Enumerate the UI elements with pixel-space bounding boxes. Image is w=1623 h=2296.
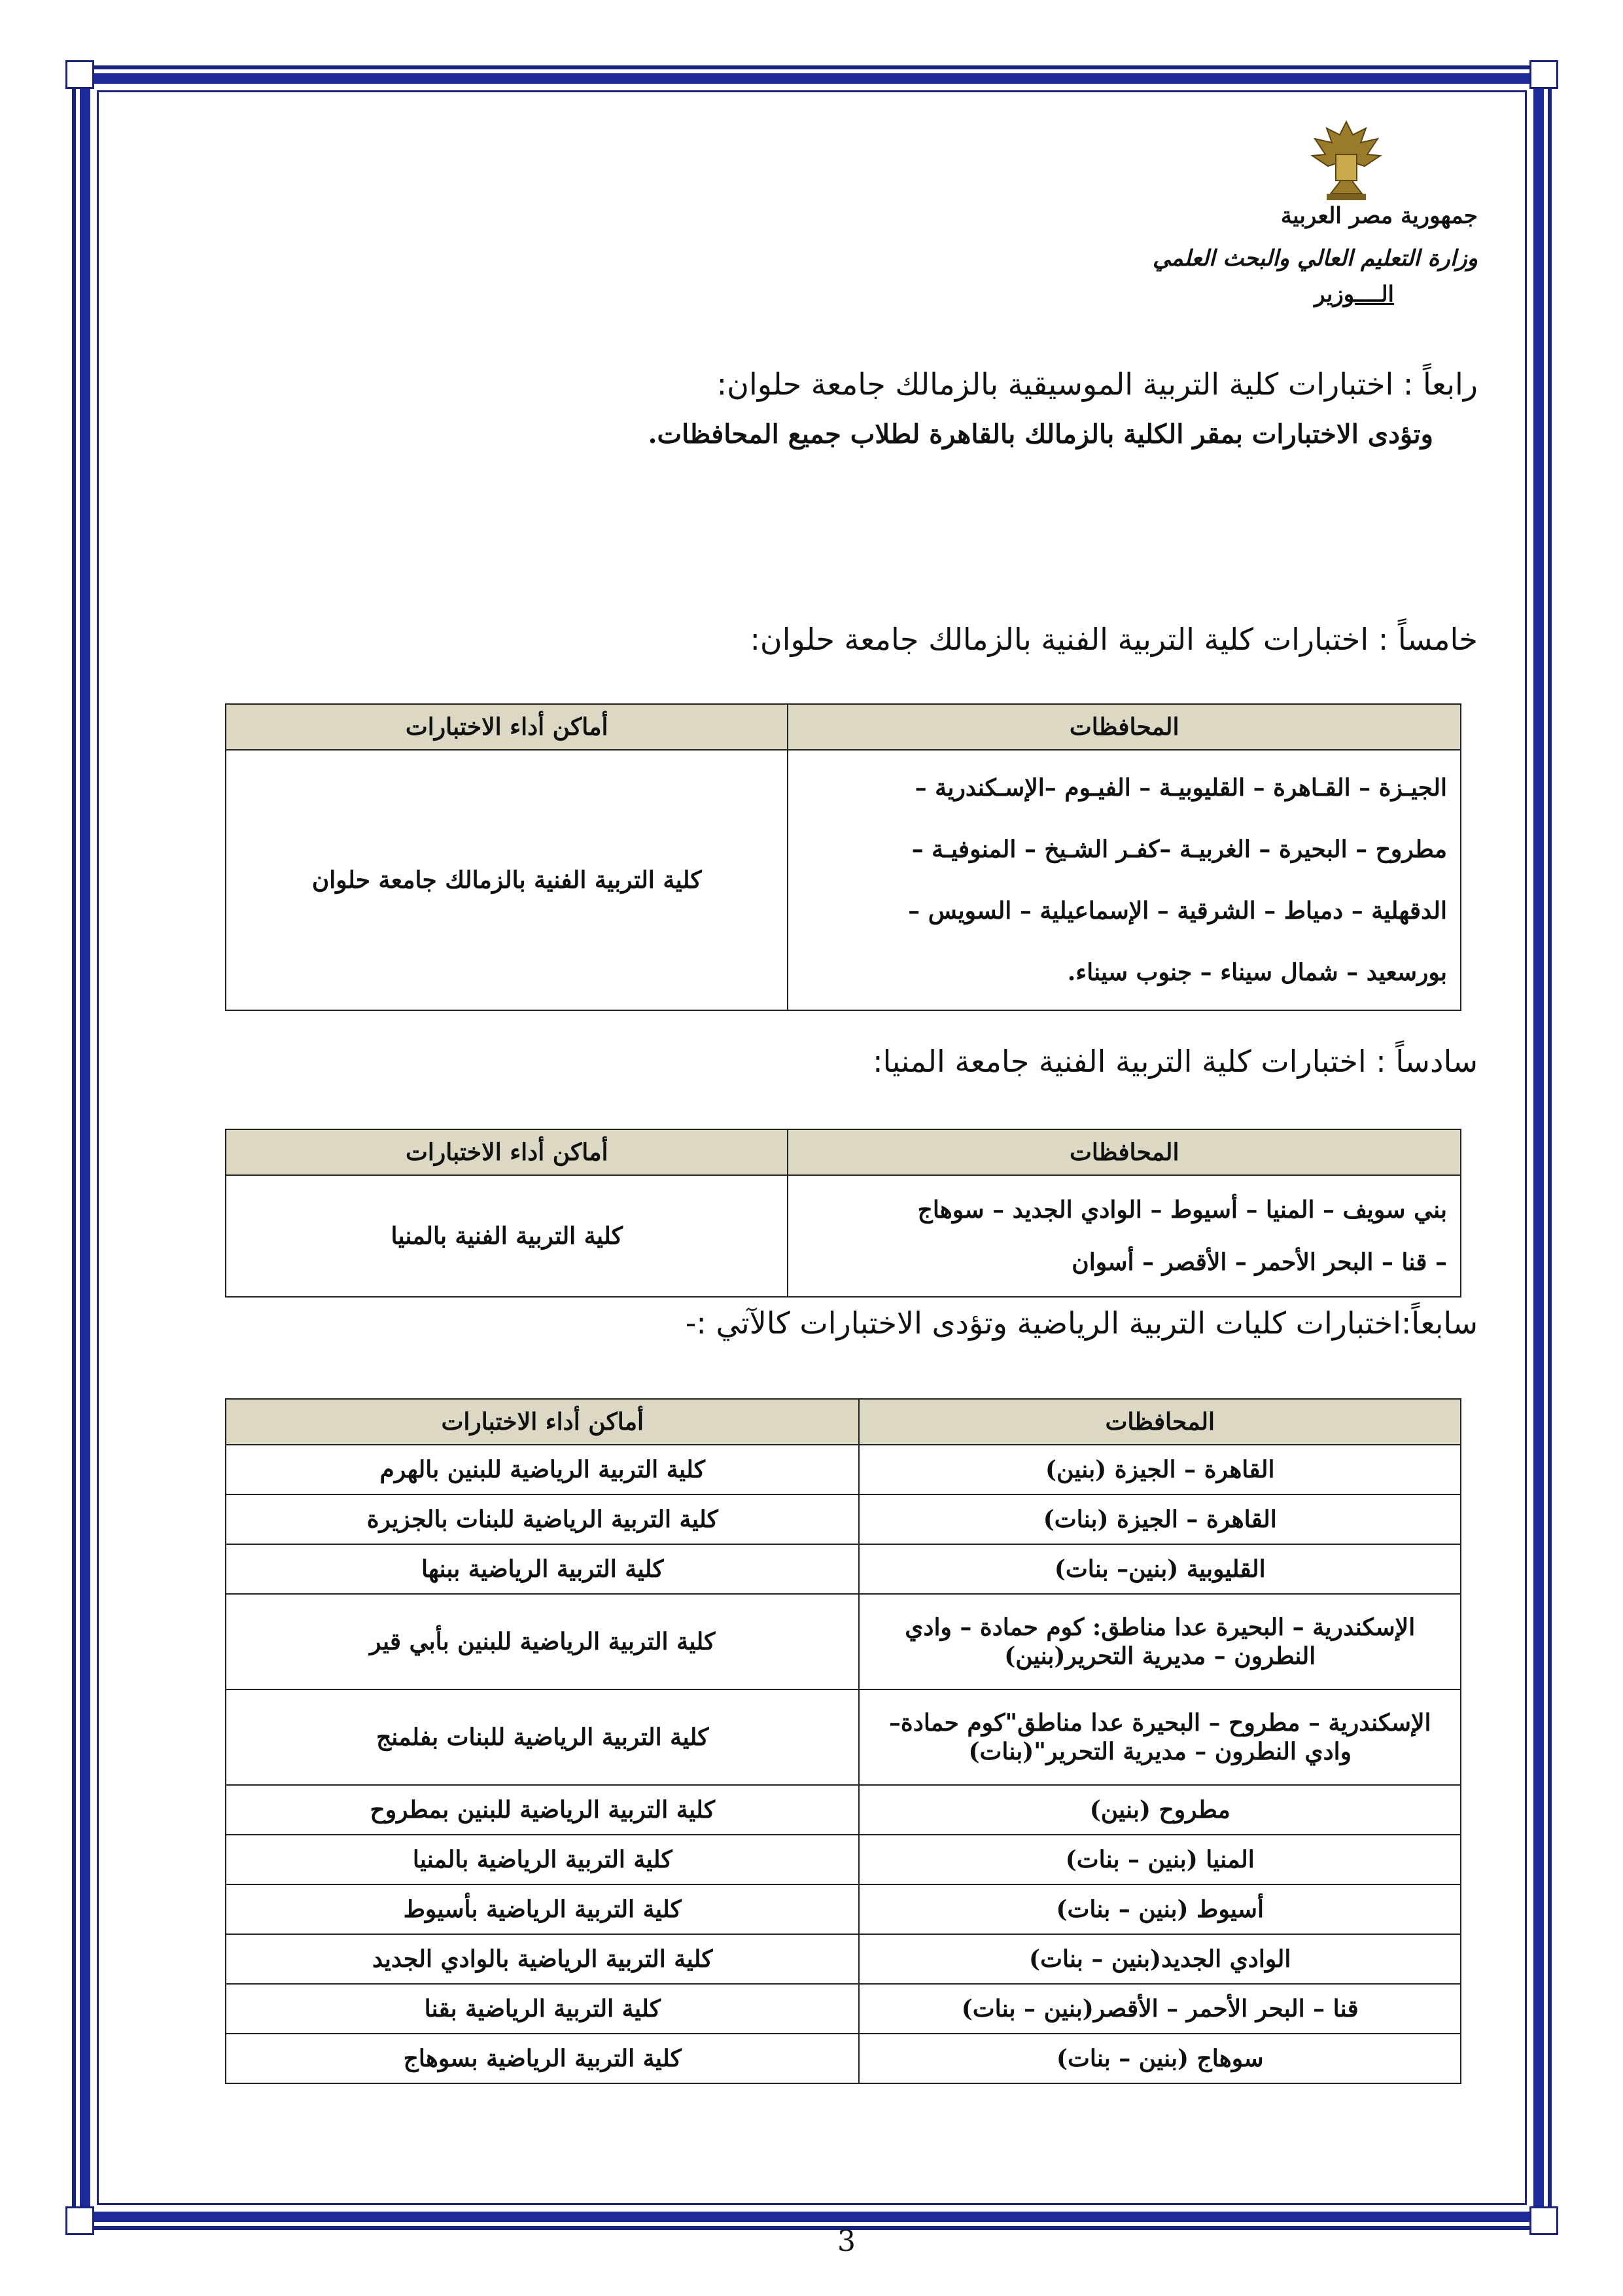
section6-table	[225, 1129, 1461, 1298]
place-cell: كلية التربية الرياضية للبنات بالجزيرة	[226, 1494, 859, 1544]
governorates-line: بني سويف – المنيا – أسيوط – الوادي الجديد – سوهاج	[917, 1196, 1447, 1224]
table-row	[226, 2034, 1461, 2083]
governorate-cell: أسيوط (بنين – بنات)	[859, 1884, 1461, 1934]
place-cell: كلية التربية الفنية بالزمالك جامعة حلوان	[226, 750, 788, 1010]
governorate-cell: القليوبية (بنين– بنات)	[859, 1544, 1461, 1594]
governorates-line: الدقهلية – دمياط – الشرقية – الإسماعيلية – السويس –	[908, 897, 1447, 925]
section7-table	[225, 1398, 1461, 2084]
place-cell: كلية التربية الرياضية بسوهاج	[226, 2034, 859, 2083]
header-office: الــــوزير	[1314, 281, 1394, 308]
section4-title: رابعاً : اختبارات كلية التربية الموسيقية بالزمالك جامعة حلوان:	[716, 366, 1478, 402]
table-row	[226, 1884, 1461, 1934]
place-cell: كلية التربية الرياضية للبنات بفلمنج	[226, 1689, 859, 1785]
table-row	[226, 1689, 1461, 1785]
table-row	[226, 1835, 1461, 1884]
section4-note: وتؤدى الاختبارات بمقر الكلية بالزمالك بالقاهرة لطلاب جميع المحافظات.	[648, 419, 1433, 450]
governorate-cell: الإسكندرية – البحيرة عدا مناطق: كوم حمادة – وادي النطرون – مديرية التحرير(بنين)	[859, 1594, 1461, 1689]
governorate-cell: القاهرة – الجيزة (بنين)	[859, 1445, 1461, 1494]
place-cell: كلية التربية الرياضية للبنين بمطروح	[226, 1785, 859, 1835]
place-cell: كلية التربية الرياضية بأسيوط	[226, 1884, 859, 1934]
col-governorates-header: المحافظات	[788, 704, 1461, 750]
place-cell: كلية التربية الرياضية للبنين بالهرم	[226, 1445, 859, 1494]
governorate-cell: الإسكندرية – مطروح – البحيرة عدا مناطق"كوم حمادة– وادي النطرون – مديرية التحرير"(بنات)	[859, 1689, 1461, 1785]
table-row	[226, 1984, 1461, 2034]
governorate-cell: مطروح (بنين)	[859, 1785, 1461, 1835]
governorate-cell: الوادي الجديد(بنين – بنات)	[859, 1934, 1461, 1984]
governorate-cell: سوهاج (بنين – بنات)	[859, 2034, 1461, 2083]
governorates-line: بورسعيد – شمال سيناء – جنوب سيناء.	[1067, 959, 1447, 986]
governorates-cell	[788, 1175, 1461, 1297]
governorates-line: – قنا – البحر الأحمر – الأقصر – أسوان	[1072, 1248, 1447, 1276]
place-cell: كلية التربية الرياضية بقنا	[226, 1984, 859, 2034]
border-corner	[1529, 2206, 1558, 2235]
governorates-cell	[788, 750, 1461, 1010]
table-row	[226, 1785, 1461, 1835]
col-places-header: أماكن أداء الاختبارات	[226, 704, 788, 750]
header-country: جمهورية مصر العربية	[1280, 203, 1478, 229]
col-governorates-header: المحافظات	[859, 1399, 1461, 1445]
section5-title: خامساً : اختبارات كلية التربية الفنية بالزمالك جامعة حلوان:	[750, 622, 1478, 657]
place-cell: كلية التربية الرياضية للبنين بأبي قير	[226, 1594, 859, 1689]
table-row	[226, 1445, 1461, 1494]
table-row	[226, 1934, 1461, 1984]
border-corner	[65, 60, 94, 89]
place-cell: كلية التربية الرياضية بالمنيا	[226, 1835, 859, 1884]
eagle-emblem-icon	[1307, 116, 1386, 202]
section5-table	[225, 703, 1461, 1011]
page-number: 3	[837, 2225, 856, 2258]
table-row	[226, 1494, 1461, 1544]
border-corner	[1529, 60, 1558, 89]
place-cell: كلية التربية الفنية بالمنيا	[226, 1175, 788, 1297]
place-cell: كلية التربية الرياضية بالوادي الجديد	[226, 1934, 859, 1984]
table-row	[226, 1594, 1461, 1689]
governorates-line: الجيـزة – القـاهرة – القليوبيـة – الفيـوم –الإسـكندرية –	[915, 774, 1447, 802]
table-row	[226, 1544, 1461, 1594]
header-ministry: وزارة التعليم العالي والبحث العلمي	[1152, 245, 1478, 272]
col-places-header: أماكن أداء الاختبارات	[226, 1399, 859, 1445]
border-corner	[65, 2206, 94, 2235]
col-places-header: أماكن أداء الاختبارات	[226, 1129, 788, 1175]
place-cell: كلية التربية الرياضية ببنها	[226, 1544, 859, 1594]
governorate-cell: القاهرة – الجيزة (بنات)	[859, 1494, 1461, 1544]
governorate-cell: المنيا (بنين – بنات)	[859, 1835, 1461, 1884]
governorates-line: مطروح – البحيرة – الغربيـة –كفـر الشـيخ – المنوفيـة –	[911, 836, 1447, 863]
governorate-cell: قنا – البحر الأحمر – الأقصر(بنين – بنات)	[859, 1984, 1461, 2034]
section6-title: سادساً : اختبارات كلية التربية الفنية جامعة المنيا:	[873, 1044, 1478, 1079]
col-governorates-header: المحافظات	[788, 1129, 1461, 1175]
section7-title: سابعاً:اختبارات كليات التربية الرياضية وتؤدى الاختبارات كالآتي :-	[685, 1305, 1478, 1341]
